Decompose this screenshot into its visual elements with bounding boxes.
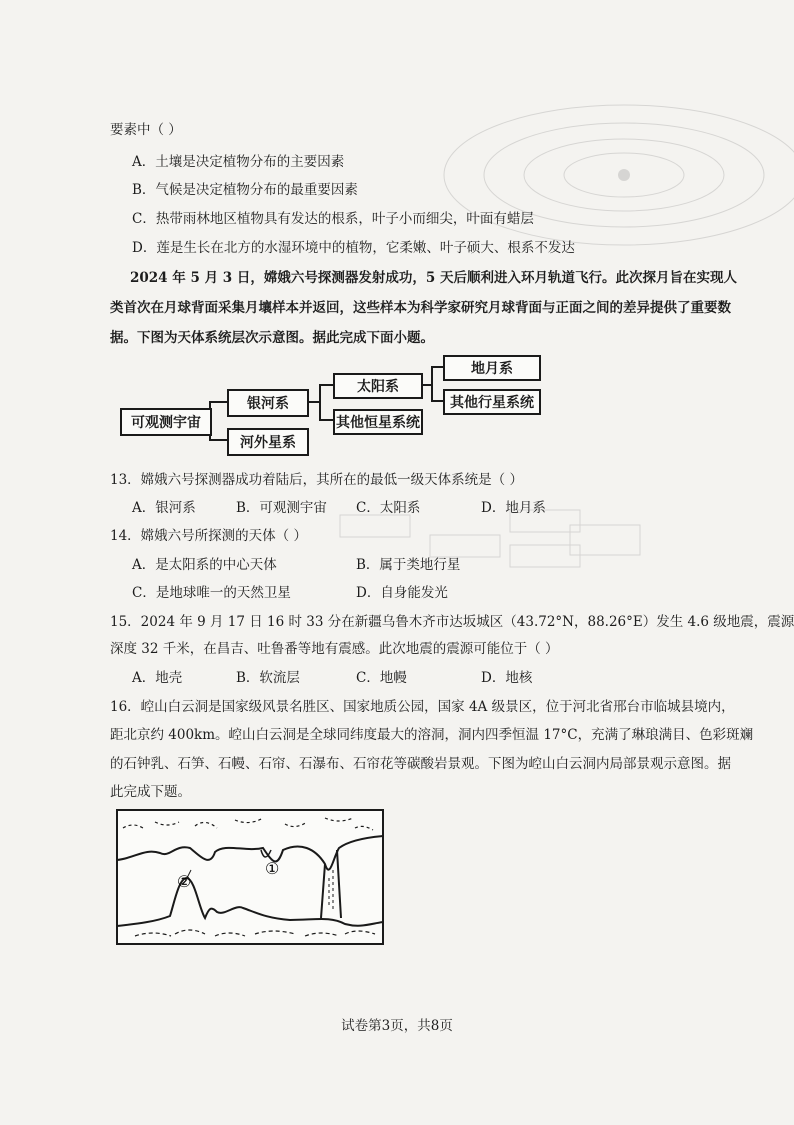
page-footer: 试卷第3页，共8页: [341, 1018, 453, 1034]
box-earth-moon-system: 地月系: [443, 355, 541, 381]
cave-label-1: ①: [265, 859, 280, 878]
box-observable-universe: 可观测宇宙: [120, 408, 212, 436]
q13-option-b: B．可观测宇宙: [236, 500, 327, 516]
q15-option-c: C．地幔: [356, 670, 407, 686]
q16-line-4: 此完成下题。: [110, 784, 191, 800]
passage-line-1: 2024 年 5 月 3 日，嫦娥六号探测器发射成功，5 天后顺利进入环月轨道飞行。此次探月旨在实现人: [130, 270, 737, 286]
box-extragalactic: 河外星系: [227, 428, 309, 456]
q13-option-c: C．太阳系: [356, 500, 421, 516]
prev-option-a: A．土壤是决定植物分布的主要因素: [132, 154, 345, 170]
q15-stem-line-2: 深度 32 千米，在昌吉、吐鲁番等地有震感。此次地震的震源可能位于（ ）: [110, 641, 559, 657]
q13-option-d: D．地月系: [481, 500, 546, 516]
passage-line-2: 类首次在月球背面采集月壤样本并返回，这些样本为科学家研究月球背面与正面之间的差异提供了重要数: [110, 300, 731, 316]
q15-stem-line-1: 15．2024 年 9 月 17 日 16 时 33 分在新疆乌鲁木齐市达坂城区（43.72°N，88.26°E）发生 4.6 级地震，震源: [110, 614, 794, 630]
q14-stem: 14．嫦娥六号所探测的天体（ ）: [110, 528, 307, 544]
q16-line-2: 距北京约 400km。崆山白云洞是全球同纬度最大的溶洞，洞内四季恒温 17°C，充满了琳琅满目、色彩斑斓: [110, 727, 754, 743]
q15-option-d: D．地核: [481, 670, 533, 686]
box-milky-way: 银河系: [227, 389, 309, 417]
box-other-star-systems: 其他恒星系统: [333, 409, 423, 435]
cave-illustration: [115, 808, 385, 948]
passage-line-3: 据。下图为天体系统层次示意图。据此完成下面小题。: [110, 330, 434, 346]
q15-option-a: A．地壳: [132, 670, 183, 686]
q15-option-b: B．软流层: [236, 670, 300, 686]
q13-stem: 13．嫦娥六号探测器成功着陆后，其所在的最低一级天体系统是（ ）: [110, 472, 523, 488]
q13-option-a: A．银河系: [132, 500, 196, 516]
box-solar-system: 太阳系: [333, 373, 423, 399]
q14-option-c: C．是地球唯一的天然卫星: [132, 585, 291, 601]
q14-option-a: A．是太阳系的中心天体: [132, 557, 277, 573]
prev-option-b: B．气候是决定植物分布的最重要因素: [132, 182, 358, 198]
q14-option-b: B．属于类地行星: [356, 557, 461, 573]
cave-label-2: ②: [177, 872, 192, 891]
prev-question-stem: 要素中（ ）: [110, 122, 182, 138]
q16-line-1: 16．崆山白云洞是国家级风景名胜区、国家地质公园，国家 4A 级景区，位于河北省邢台市临城县境内，: [110, 699, 735, 715]
box-other-planet-systems: 其他行星系统: [443, 389, 541, 415]
q16-line-3: 的石钟乳、石笋、石幔、石帘、石瀑布、石帘花等碳酸岩景观。下图为崆山白云洞内局部景观示意图。据: [110, 756, 731, 772]
q14-option-d: D．自身能发光: [356, 585, 448, 601]
prev-option-d: D．莲是生长在北方的水湿环境中的植物，它柔嫩、叶子硕大、根系不发达: [132, 240, 575, 256]
prev-option-c: C．热带雨林地区植物具有发达的根系，叶子小而细尖，叶面有蜡层: [132, 211, 534, 227]
